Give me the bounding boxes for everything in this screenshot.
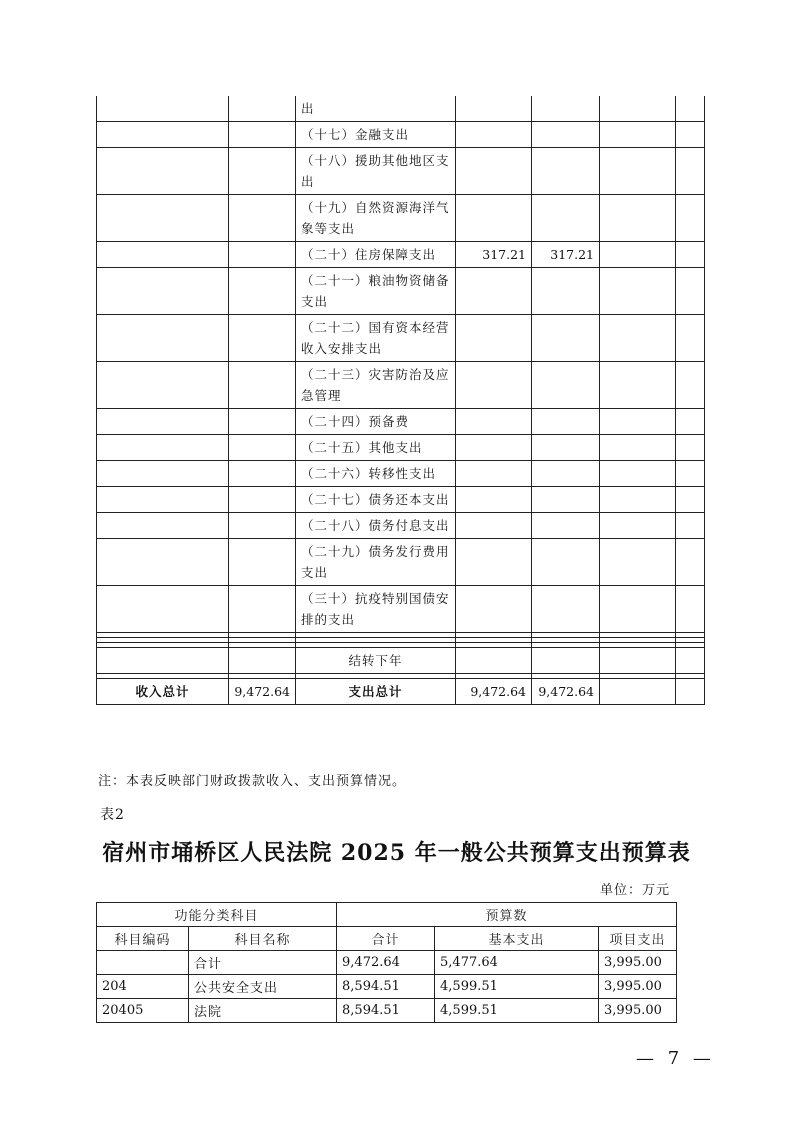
expense-general-budget-cell [532,648,600,674]
table-row [97,96,705,122]
expense-extra-cell [676,461,705,487]
income-item-cell [97,487,229,513]
expense-total-cell [456,487,532,513]
income-amount-cell [229,362,296,409]
expense-item-cell: 结转下年 [296,648,456,674]
cell-name: 合计 [189,951,337,975]
expense-item-cell: 出 [296,96,456,122]
expense-total-cell [456,96,532,122]
expense-extra-cell [676,539,705,586]
table-row [97,409,705,435]
expense-extra-cell [676,513,705,539]
expense-extra-total [676,679,705,705]
expense-general-budget-cell [532,487,600,513]
page-number: — 7 — [636,1048,715,1069]
expense-extra-cell [676,268,705,315]
expense-total-cell [456,148,532,195]
expense-item-cell: （二十五）其他支出 [296,435,456,461]
income-item-cell [97,148,229,195]
column-header-row [97,927,677,951]
expense-extra-cell [676,586,705,633]
income-item-cell [97,315,229,362]
cell-name: 公共安全支出 [189,975,337,999]
budget-group-header: 预算数 [337,903,677,927]
table-row [97,513,705,539]
expense-extra-cell [676,409,705,435]
expense-total-cell [456,586,532,633]
expense-total-cell [456,539,532,586]
income-amount-cell [229,461,296,487]
expense-general-budget-cell [532,315,600,362]
expense-extra-cell [676,96,705,122]
expense-other-cell [600,96,676,122]
income-amount-cell [229,268,296,315]
table-row [97,315,705,362]
expense-extra-cell [676,148,705,195]
income-amount-cell [229,513,296,539]
header-project: 项目支出 [599,927,677,951]
expense-general-budget-cell [532,409,600,435]
general-budget-expense-table [96,902,677,1023]
expense-total-cell [456,435,532,461]
expense-other-cell [600,539,676,586]
income-amount-cell [229,648,296,674]
income-item-cell [97,96,229,122]
expense-total-cell [456,122,532,148]
table-row [97,148,705,195]
expense-extra-cell [676,487,705,513]
expense-general-budget-cell [532,435,600,461]
expense-other-total [600,679,676,705]
income-expense-table [96,96,705,705]
expense-extra-cell [676,195,705,242]
expense-other-cell [600,409,676,435]
expense-other-cell [600,195,676,242]
cell-basic: 5,477.64 [435,951,599,975]
expense-total-cell [456,315,532,362]
cell-name: 法院 [189,999,337,1023]
cell-code: 20405 [97,999,189,1023]
expense-extra-cell [676,648,705,674]
table-row [97,242,705,268]
expense-other-cell [600,148,676,195]
expense-item-cell: （二十一）粮油物资储备支出 [296,268,456,315]
income-item-cell [97,648,229,674]
expense-other-cell [600,315,676,362]
cell-total: 8,594.51 [337,999,435,1023]
expense-total-cell [456,648,532,674]
table-row [97,195,705,242]
expense-item-cell: （十九）自然资源海洋气象等支出 [296,195,456,242]
table-row [97,461,705,487]
header-total: 合计 [337,927,435,951]
expense-extra-cell [676,315,705,362]
income-amount-cell [229,315,296,362]
expense-other-cell [600,487,676,513]
expense-general-budget-cell [532,461,600,487]
table-row [97,539,705,586]
income-item-cell [97,122,229,148]
cell-basic: 4,599.51 [435,999,599,1023]
income-amount-cell [229,122,296,148]
income-item-cell [97,195,229,242]
income-amount-cell [229,409,296,435]
cell-code: 204 [97,975,189,999]
expense-item-cell: （二十二）国有资本经营收入安排支出 [296,315,456,362]
income-amount-cell [229,96,296,122]
expense-item-cell: （二十八）债务付息支出 [296,513,456,539]
expense-item-cell: （二十六）转移性支出 [296,461,456,487]
income-amount-cell [229,586,296,633]
income-item-cell [97,461,229,487]
income-item-cell [97,409,229,435]
header-basic: 基本支出 [435,927,599,951]
income-item-cell [97,268,229,315]
expense-other-cell [600,586,676,633]
income-amount-cell [229,195,296,242]
expense-general-budget-total: 9,472.64 [532,679,600,705]
expense-total-cell [456,268,532,315]
expense-total-cell [456,461,532,487]
category-group-header: 功能分类科目 [97,903,337,927]
expense-total-cell [456,409,532,435]
expense-general-budget-cell [532,122,600,148]
expense-total-label: 支出总计 [296,679,456,705]
cell-code [97,951,189,975]
expense-item-cell: （三十）抗疫特别国债安排的支出 [296,586,456,633]
income-amount-cell [229,148,296,195]
cell-total: 8,594.51 [337,975,435,999]
unit-label: 单位：万元 [600,883,671,898]
table-row [97,586,705,633]
table-label: 表2 [100,807,125,823]
income-amount-cell [229,487,296,513]
cell-project: 3,995.00 [599,951,677,975]
income-expense-table-body [97,96,705,705]
expense-total-cell [456,513,532,539]
table-row [97,648,705,674]
income-amount-cell [229,242,296,268]
expense-other-cell [600,268,676,315]
income-item-cell [97,539,229,586]
table-row [97,362,705,409]
income-item-cell [97,586,229,633]
table-note: 注：本表反映部门财政拨款收入、支出预算情况。 [98,774,407,789]
expense-total-cell [456,362,532,409]
expense-item-cell: （二十）住房保障支出 [296,242,456,268]
expense-general-budget-cell [532,539,600,586]
expense-general-budget-cell [532,195,600,242]
expense-total-value: 9,472.64 [456,679,532,705]
expense-other-cell [600,513,676,539]
expense-general-budget-cell [532,362,600,409]
expense-other-cell [600,648,676,674]
income-item-cell [97,435,229,461]
table-row [97,122,705,148]
expense-item-cell: （十八）援助其他地区支出 [296,148,456,195]
cell-project: 3,995.00 [599,999,677,1023]
expense-item-cell: （二十七）债务还本支出 [296,487,456,513]
expense-other-cell [600,435,676,461]
expense-other-cell [600,242,676,268]
header-code: 科目编码 [97,927,189,951]
expense-general-budget-cell [532,96,600,122]
expense-total-cell: 317.21 [456,242,532,268]
cell-basic: 4,599.51 [435,975,599,999]
table-row [97,999,677,1023]
expense-other-cell [600,362,676,409]
cell-project: 3,995.00 [599,975,677,999]
expense-general-budget-cell [532,268,600,315]
table-row [97,951,677,975]
expense-general-budget-cell [532,513,600,539]
table-row [97,268,705,315]
expense-general-budget-cell: 317.21 [532,242,600,268]
expense-item-cell: （二十九）债务发行费用支出 [296,539,456,586]
expense-item-cell: （十七）金融支出 [296,122,456,148]
expense-item-cell: （二十四）预备费 [296,409,456,435]
income-item-cell [97,362,229,409]
expense-extra-cell [676,242,705,268]
expense-extra-cell [676,122,705,148]
table-row [97,487,705,513]
income-total-value: 9,472.64 [229,679,296,705]
page-title: 宿州市埇桥区人民法院 2025 年一般公共预算支出预算表 [102,840,691,866]
table-row [97,975,677,999]
expense-total-cell [456,195,532,242]
expense-general-budget-cell [532,148,600,195]
income-item-cell [97,513,229,539]
income-amount-cell [229,435,296,461]
group-header-row [97,903,677,927]
cell-total: 9,472.64 [337,951,435,975]
expense-item-cell: （二十三）灾害防治及应急管理 [296,362,456,409]
table-row [97,435,705,461]
expense-other-cell [600,461,676,487]
totals-row [97,679,705,705]
expense-other-cell [600,122,676,148]
expense-extra-cell [676,435,705,461]
expense-general-budget-cell [532,586,600,633]
header-name: 科目名称 [189,927,337,951]
income-total-label: 收入总计 [97,679,229,705]
expense-extra-cell [676,362,705,409]
income-item-cell [97,242,229,268]
income-amount-cell [229,539,296,586]
